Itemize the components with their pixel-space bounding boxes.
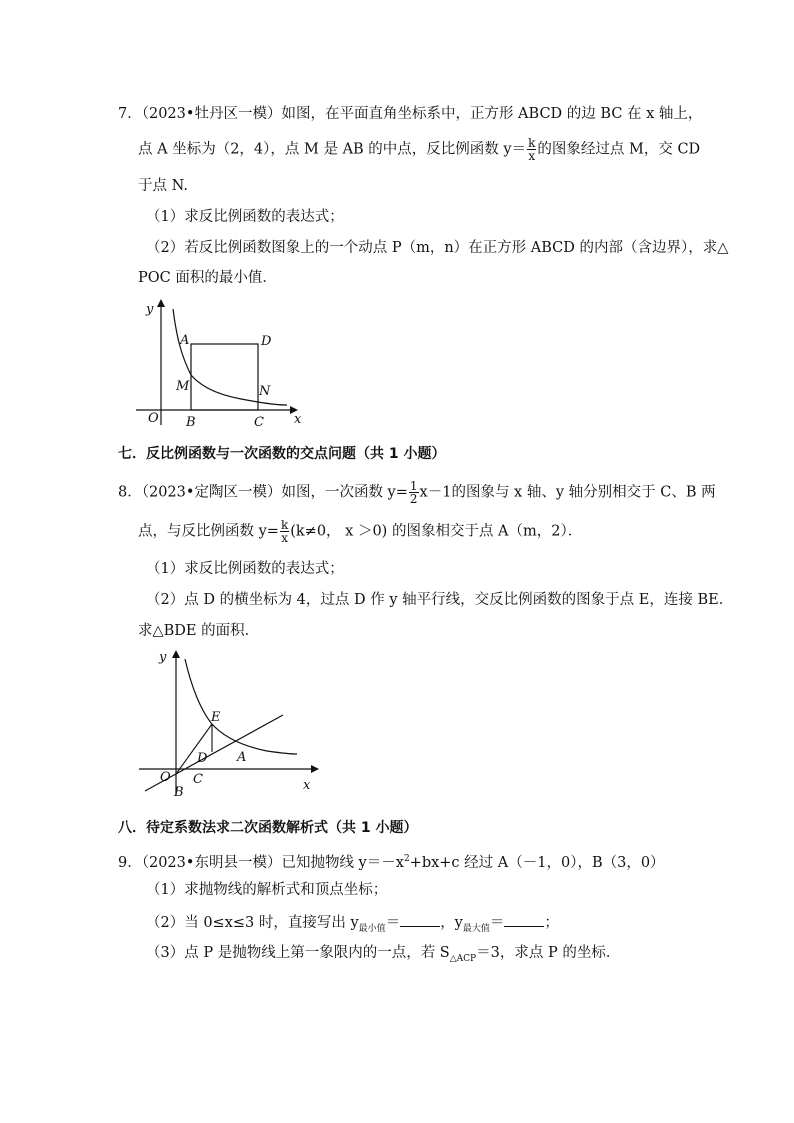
q7-text-1: 如图，在平面直角坐标系中，正方形 ABCD 的边 BC 在 x 轴上， — [281, 106, 703, 122]
q8-fraction-2 — [280, 519, 289, 544]
q7-number: 7． — [118, 106, 142, 122]
q8-text-1b: x－1的图象与 x 轴、y 轴分别相交于 C、B 两 — [419, 484, 716, 501]
q9-part3-text: （3）点 P 是抛物线上第一象限内的一点，若 S — [146, 945, 450, 961]
q9-part3 — [146, 943, 620, 969]
q8-source: （2023•定陶区一模） — [141, 484, 282, 501]
q9-sub-max: 最大值 — [462, 923, 490, 934]
q9-part3-text-b: ＝3，求点 P 的坐标． — [476, 945, 621, 961]
q8-number: 8． — [118, 484, 142, 501]
q7-source: （2023•牡丹区一模） — [141, 106, 282, 122]
q8-label-x: x — [303, 778, 311, 793]
q9-part1: （1）求抛物线的解析式和顶点坐标； — [146, 882, 388, 898]
q8-frac2-den: x — [281, 531, 288, 545]
q8-text-1a: 如图，一次函数 y= — [281, 484, 408, 501]
q8-frac1-den: 2 — [409, 492, 418, 506]
q7-part2b: POC 面积的最小值． — [138, 270, 277, 286]
q8-frac1-num: 1 — [409, 479, 418, 493]
q8-figure — [135, 645, 325, 805]
q7-fraction — [527, 137, 536, 162]
q7-part1: （1）求反比例函数的表达式； — [146, 209, 344, 225]
q7-label-o: O — [148, 411, 159, 426]
q7-label-b: B — [186, 415, 196, 430]
q7-text-2b: 的图象经过点 M，交 CD — [537, 141, 701, 158]
q8-line2 — [138, 519, 582, 544]
q9-part2-text: （2）当 0≤x≤3 时，直接写出 y — [146, 915, 359, 931]
q9-part2 — [146, 912, 559, 939]
q9-end: ； — [544, 915, 559, 931]
q8-fraction-1 — [409, 480, 419, 505]
answer-blank-max[interactable] — [504, 912, 544, 927]
q7-label-m: M — [176, 379, 190, 394]
q7-label-c: C — [254, 415, 264, 430]
q8-text-2b: (k≠0， x ＞0) 的图象相交于点 A（m，2）． — [290, 523, 583, 540]
q8-frac2-num: k — [280, 518, 289, 532]
q9-eq-1: ＝ — [385, 915, 401, 931]
q9-text-1a: 已知抛物线 y＝－x — [281, 854, 404, 871]
q7-label-x: x — [294, 412, 302, 427]
q7-text-2a: 点 A 坐标为（2，4），点 M 是 AB 的中点，反比例函数 y＝ — [138, 141, 527, 158]
q8-label-e: E — [211, 710, 221, 725]
q7-line2 — [138, 137, 700, 162]
q8-label-b: B — [174, 785, 184, 800]
q8-line1 — [118, 480, 716, 505]
q9-eq-2: ＝ — [489, 915, 505, 931]
q7-figure — [130, 295, 310, 435]
q7-label-d: D — [261, 334, 272, 349]
q8-part2: （2）点 D 的横坐标为 4，过点 D 作 y 轴平行线，交反比例函数的图象于点 E，连接 BE． — [146, 592, 734, 608]
q7-frac-num: k — [528, 136, 536, 150]
q7-line1 — [118, 104, 702, 124]
q8-segment-be — [176, 724, 212, 774]
section-heading-8: 八．待定系数法求二次函数解析式（共 1 小题） — [118, 820, 418, 836]
q8-hyperbola — [185, 659, 297, 754]
q9-line1 — [118, 849, 665, 873]
q8-label-c: C — [193, 772, 203, 787]
q8-part1: （1）求反比例函数的表达式； — [146, 561, 344, 577]
q8-label-a: A — [237, 750, 247, 765]
q7-line3: 于点 N. — [138, 178, 188, 194]
q8-part2b: 求△BDE 的面积． — [138, 623, 260, 639]
q9-sub-min: 最小值 — [358, 923, 386, 934]
q7-part2a: （2）若反比例函数图象上的一个动点 P（m，n）在正方形 ABCD 的内部（含边界），求△ — [146, 240, 729, 256]
q7-frac-den: x — [528, 149, 536, 163]
q8-text-2a: 点，与反比例函数 y= — [138, 523, 279, 540]
q8-label-o: O — [160, 770, 171, 785]
q9-number: 9． — [118, 854, 142, 871]
q7-label-y: y — [146, 302, 154, 317]
q8-label-d: D — [197, 751, 208, 766]
answer-blank-min[interactable] — [400, 912, 440, 927]
q7-y-arrow — [157, 299, 165, 307]
section-heading-7: 七．反比例函数与一次函数的交点问题（共 1 小题） — [118, 446, 446, 462]
q9-text-1b: +bx+c 经过 A（－1，0），B（3，0） — [409, 854, 665, 871]
q9-sep: ，y — [440, 915, 463, 931]
q8-x-arrow — [311, 765, 319, 773]
q8-label-y: y — [159, 650, 167, 665]
q8-y-arrow — [172, 650, 180, 658]
q9-sub-acp: △ACP — [449, 953, 477, 964]
q9-superscript: 2 — [403, 854, 410, 864]
q9-source: （2023•东明县一模） — [141, 854, 282, 871]
q7-label-n: N — [259, 384, 271, 399]
q7-label-a: A — [180, 333, 190, 348]
